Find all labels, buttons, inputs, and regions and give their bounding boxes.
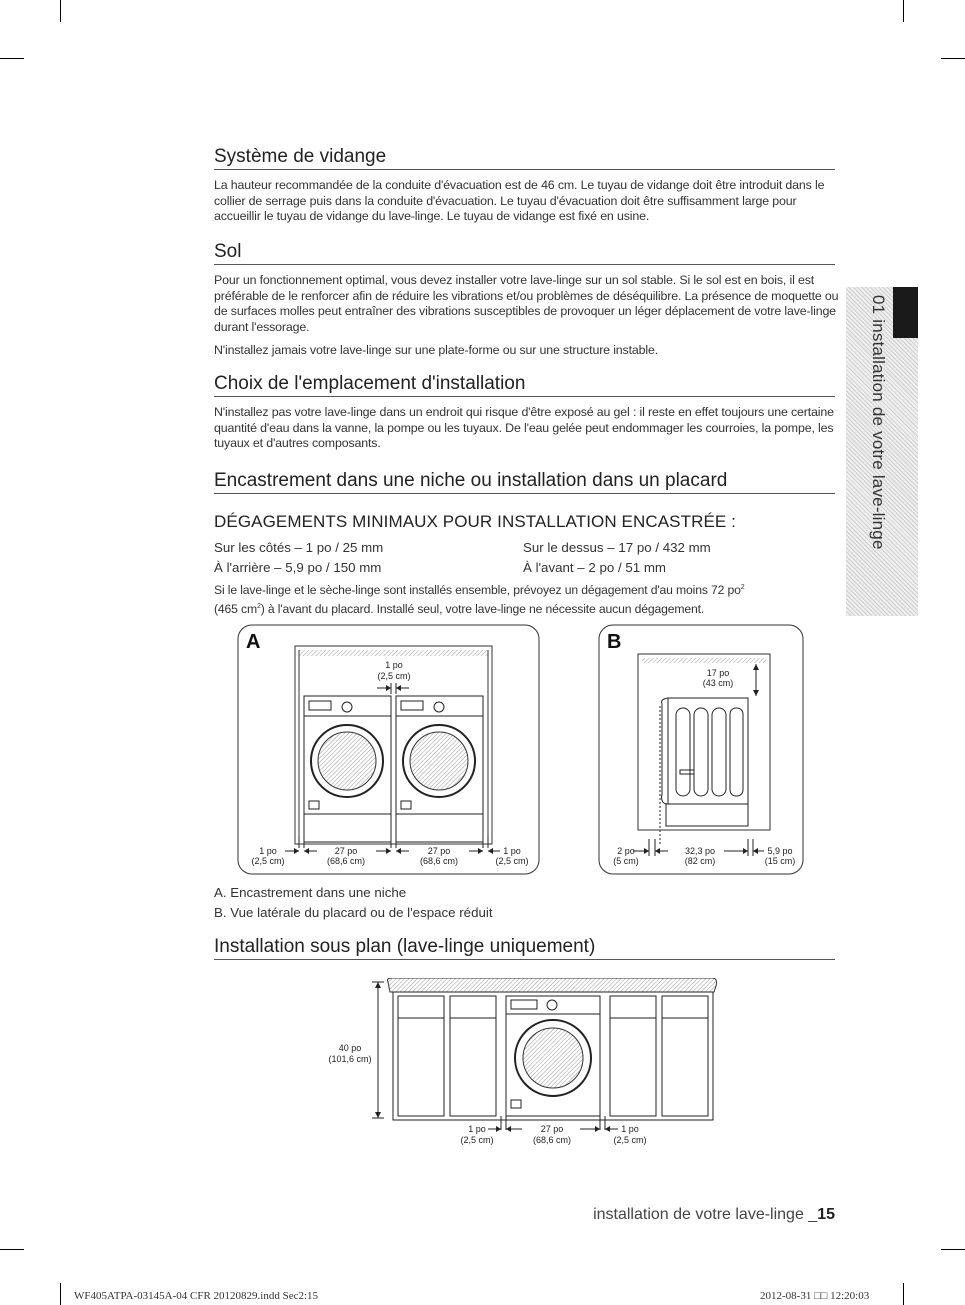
clearances-heading: DÉGAGEMENTS MINIMAUX POUR INSTALLATION ENCASTRÉE : <box>214 512 736 531</box>
floor-warning-text: N'installez jamais votre lave-linge sur une plate-forme ou sur une structure instable. <box>214 343 659 357</box>
crop-mark <box>60 0 61 22</box>
note-sup-1: 2 <box>740 584 745 591</box>
figure-a-width-1: 27 po <box>334 846 358 856</box>
print-slug-left: WF405ATPA-03145A-04 CFR 20120829.indd Sec2:15 <box>74 1290 319 1302</box>
drainage-text: La hauteur recommandée de la conduite d'évacuation est de 46 cm. Le tuyau de vidange doit être introduit dans le collier de serrage puis dans la conduite d'évacuation. Le tuyau d'évacuation doit être suffisamment large pour accueillir le tuyau de vidange du lave-linge. Le tuyau de vidange est fixé en usine. <box>214 178 825 224</box>
chapter-side-tab <box>846 287 918 616</box>
figure-b-depth: 32,3 po <box>684 846 716 856</box>
figure-a-label: A <box>246 631 261 653</box>
washer-left <box>304 696 391 842</box>
figure-b-label: B <box>607 631 622 653</box>
figure-c-left-gap-cm: (2,5 cm) <box>460 1135 494 1145</box>
figure-b-side-view-diagram <box>598 624 805 876</box>
figure-a-width-2: 27 po <box>427 846 451 856</box>
crop-mark <box>60 1283 61 1305</box>
chapter-tab-label: 01 installation de votre lave-linge <box>869 295 888 550</box>
note-sup-2: 2 <box>256 602 261 610</box>
figure-b-top-gap-cm: (43 cm) <box>702 678 734 688</box>
figure-c-width: 27 po <box>540 1124 564 1134</box>
clearance-note <box>214 580 839 617</box>
washer-under-counter <box>506 996 600 1116</box>
page-footer-text: installation de votre lave-linge _ <box>593 1206 818 1223</box>
figure-b-rear-gap-cm: (15 cm) <box>764 856 796 866</box>
chapter-tab-marker <box>893 287 918 338</box>
figure-c-right-gap: 1 po <box>621 1124 639 1134</box>
figure-a-recess-diagram <box>237 624 541 876</box>
figure-b-front-gap: 2 po <box>617 846 635 856</box>
figure-a-right-gap-cm: (2,5 cm) <box>495 856 529 866</box>
clearance-front: À l'avant – 2 po / 51 mm <box>523 560 666 575</box>
section-title-floor: Sol <box>214 241 835 265</box>
figure-a-width-1-cm: (68,6 cm) <box>326 856 366 866</box>
page-footer <box>593 1206 835 1224</box>
washer-right <box>396 696 483 842</box>
figure-b-top-gap: 17 po <box>706 668 730 678</box>
figure-a-width-2-cm: (68,6 cm) <box>419 856 459 866</box>
note-part-a: Si le lave-linge et le sèche-linge sont installés ensemble, prévoyez un dégagement d'au moins 72 po <box>214 583 741 598</box>
washer-side-view <box>662 698 748 826</box>
crop-mark <box>903 1283 904 1305</box>
figure-a-mid-gap: 1 po <box>385 660 403 670</box>
crop-mark <box>0 58 24 59</box>
crop-mark <box>903 0 904 22</box>
location-text: N'installez pas votre lave-linge dans un endroit qui risque d'être exposé au gel : il reste en effet toujours une certaine quantité d'eau dans la vanne, la pompe ou les tuyaux. De l'eau gelée peut endommager les courroies, la pompe, les tuyaux et d'autres composants. <box>214 405 834 451</box>
figure-a-mid-gap-cm: (2,5 cm) <box>377 671 411 681</box>
clearance-rear: À l'arrière – 5,9 po / 150 mm <box>214 560 382 575</box>
section-title-location: Choix de l'emplacement d'installation <box>214 373 835 397</box>
figure-a-left-gap-cm: (2,5 cm) <box>251 856 285 866</box>
caption-figure-b: B. Vue latérale du placard ou de l'espace réduit <box>214 905 493 920</box>
section-title-under-counter: Installation sous plan (lave-linge uniquement) <box>214 936 835 960</box>
crop-mark <box>941 1249 965 1250</box>
note-part-b: (465 cm <box>214 601 257 616</box>
figure-c-left-gap: 1 po <box>468 1124 486 1134</box>
figure-c-width-cm: (68,6 cm) <box>532 1135 572 1145</box>
floor-text: Pour un fonctionnement optimal, vous devez installer votre lave-linge sur un sol stable. Si le sol est en bois, il est préférable de le renforcer afin de réduire les vibrations et/ou problèmes de déséquilibre. La présence de moquette ou de surfaces molles peut entraîner des vibrations susceptibles de provoquer un léger déplacement de votre lave-linge durant l'essorage. <box>214 273 839 334</box>
figure-b-front-gap-cm: (5 cm) <box>613 856 639 866</box>
figure-c-under-counter-diagram <box>320 978 730 1150</box>
crop-mark <box>0 1249 24 1250</box>
crop-mark <box>941 58 965 59</box>
figure-a-right-gap: 1 po <box>503 846 521 856</box>
section-title-drainage: Système de vidange <box>214 146 835 170</box>
note-part-c: ) à l'avant du placard. Installé seul, votre lave-linge ne nécessite aucun dégagement. <box>260 601 705 616</box>
figure-c-right-gap-cm: (2,5 cm) <box>613 1135 647 1145</box>
figure-b-rear-gap: 5,9 po <box>767 846 793 856</box>
print-slug-right: 2012-08-31 □□ 12:20:03 <box>760 1290 870 1302</box>
caption-figure-a: A. Encastrement dans une niche <box>214 885 407 900</box>
figure-b-depth-cm: (82 cm) <box>684 856 716 866</box>
clearance-sides: Sur les côtés – 1 po / 25 mm <box>214 540 384 555</box>
figure-c-height-cm: (101,6 cm) <box>328 1054 372 1064</box>
clearance-top: Sur le dessus – 17 po / 432 mm <box>523 540 711 555</box>
figure-a-left-gap: 1 po <box>259 846 277 856</box>
section-title-recess: Encastrement dans une niche ou installation dans un placard <box>214 470 835 494</box>
figure-c-height: 40 po <box>338 1043 362 1053</box>
page-number: 15 <box>817 1206 835 1223</box>
